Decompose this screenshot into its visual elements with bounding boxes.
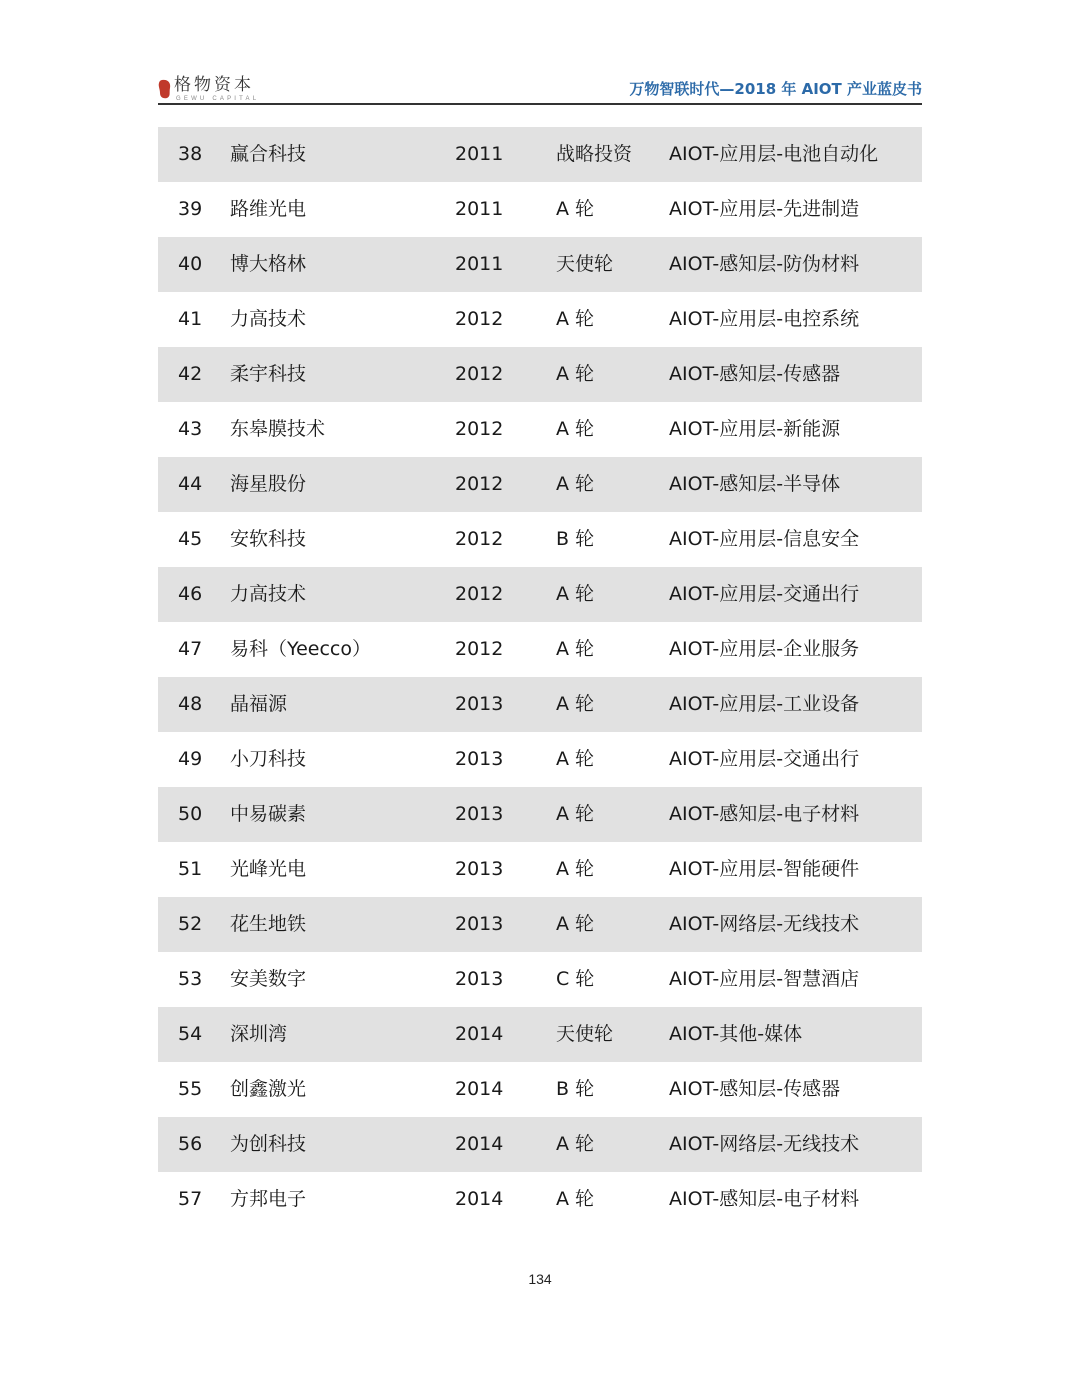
company-name: 力高技术 <box>230 308 307 330</box>
sector-category: AIOT-感知层-传感器 <box>669 363 841 385</box>
table-row <box>158 1117 922 1172</box>
founded-year: 2014 <box>455 1078 504 1100</box>
table-row <box>158 1172 922 1227</box>
company-name: 方邦电子 <box>230 1188 307 1210</box>
sector-category: AIOT-应用层-先进制造 <box>669 198 860 220</box>
funding-round: A 轮 <box>556 803 595 825</box>
company-name: 易科（Yeecco） <box>230 638 371 660</box>
investment-table <box>158 127 922 1227</box>
row-number: 48 <box>178 693 203 715</box>
funding-round: A 轮 <box>556 308 595 330</box>
founded-year: 2013 <box>455 858 504 880</box>
table-row <box>158 127 922 182</box>
company-name: 博大格林 <box>230 253 307 275</box>
funding-round: A 轮 <box>556 418 595 440</box>
sector-category: AIOT-其他-媒体 <box>669 1023 803 1045</box>
page-number: 134 <box>528 1271 552 1287</box>
company-name: 东皋膜技术 <box>230 418 326 440</box>
row-number: 47 <box>178 638 203 660</box>
table-row <box>158 842 922 897</box>
row-number: 41 <box>178 308 203 330</box>
row-number: 46 <box>178 583 203 605</box>
founded-year: 2013 <box>455 748 504 770</box>
table-row <box>158 567 922 622</box>
row-number: 40 <box>178 253 203 275</box>
logo-name: 格物资本 <box>174 75 254 95</box>
row-number: 52 <box>178 913 203 935</box>
logo-subtext: GEWU CAPITAL <box>176 96 260 102</box>
funding-round: B 轮 <box>556 528 595 550</box>
row-number: 43 <box>178 418 203 440</box>
funding-round: A 轮 <box>556 693 595 715</box>
company-name: 花生地铁 <box>230 913 307 935</box>
table-row <box>158 1007 922 1062</box>
row-number: 38 <box>178 143 203 165</box>
company-name: 晶福源 <box>230 693 288 715</box>
funding-round: A 轮 <box>556 473 595 495</box>
table-row <box>158 402 922 457</box>
company-name: 小刀科技 <box>230 748 307 770</box>
sector-category: AIOT-应用层-工业设备 <box>669 693 860 715</box>
funding-round: A 轮 <box>556 583 595 605</box>
founded-year: 2013 <box>455 913 504 935</box>
funding-round: A 轮 <box>556 913 595 935</box>
row-number: 51 <box>178 858 203 880</box>
founded-year: 2013 <box>455 693 504 715</box>
sector-category: AIOT-应用层-交通出行 <box>669 748 860 770</box>
table-row <box>158 732 922 787</box>
seal-icon <box>158 79 172 99</box>
sector-category: AIOT-感知层-电子材料 <box>669 1188 860 1210</box>
sector-category: AIOT-感知层-电子材料 <box>669 803 860 825</box>
row-number: 45 <box>178 528 203 550</box>
table-row <box>158 622 922 677</box>
sector-category: AIOT-感知层-防伪材料 <box>669 253 860 275</box>
table-row <box>158 512 922 567</box>
row-number: 50 <box>178 803 203 825</box>
funding-round: B 轮 <box>556 1078 595 1100</box>
company-name: 光峰光电 <box>230 858 307 880</box>
row-number: 57 <box>178 1188 203 1210</box>
funding-round: 战略投资 <box>556 143 633 165</box>
row-number: 55 <box>178 1078 203 1100</box>
sector-category: AIOT-应用层-企业服务 <box>669 638 860 660</box>
funding-round: A 轮 <box>556 748 595 770</box>
funding-round: A 轮 <box>556 858 595 880</box>
table-row <box>158 897 922 952</box>
founded-year: 2013 <box>455 968 504 990</box>
company-name: 柔宇科技 <box>230 363 307 385</box>
company-name: 海星股份 <box>230 473 307 495</box>
founded-year: 2013 <box>455 803 504 825</box>
company-name: 为创科技 <box>230 1133 307 1155</box>
founded-year: 2012 <box>455 528 504 550</box>
row-number: 39 <box>178 198 203 220</box>
page-header <box>158 74 922 104</box>
company-name: 赢合科技 <box>230 143 307 165</box>
funding-round: A 轮 <box>556 198 595 220</box>
table-row <box>158 182 922 237</box>
sector-category: AIOT-感知层-半导体 <box>669 473 841 495</box>
funding-round: 天使轮 <box>556 253 614 275</box>
funding-round: C 轮 <box>556 968 595 990</box>
sector-category: AIOT-网络层-无线技术 <box>669 1133 860 1155</box>
row-number: 44 <box>178 473 203 495</box>
table-row <box>158 237 922 292</box>
company-name: 安软科技 <box>230 528 307 550</box>
table-row <box>158 677 922 732</box>
table-row <box>158 457 922 512</box>
company-name: 路维光电 <box>230 198 307 220</box>
founded-year: 2012 <box>455 363 504 385</box>
sector-category: AIOT-应用层-信息安全 <box>669 528 860 550</box>
sector-category: AIOT-应用层-智慧酒店 <box>669 968 860 990</box>
funding-round: 天使轮 <box>556 1023 614 1045</box>
row-number: 54 <box>178 1023 203 1045</box>
founded-year: 2011 <box>455 198 504 220</box>
founded-year: 2012 <box>455 473 504 495</box>
table-row <box>158 1062 922 1117</box>
row-number: 42 <box>178 363 203 385</box>
funding-round: A 轮 <box>556 1133 595 1155</box>
table-row <box>158 952 922 1007</box>
company-name: 中易碳素 <box>230 803 307 825</box>
sector-category: AIOT-应用层-智能硬件 <box>669 858 860 880</box>
founded-year: 2011 <box>455 143 504 165</box>
company-name: 力高技术 <box>230 583 307 605</box>
header-divider <box>158 103 922 105</box>
row-number: 53 <box>178 968 203 990</box>
sector-category: AIOT-应用层-交通出行 <box>669 583 860 605</box>
sector-category: AIOT-应用层-电池自动化 <box>669 143 879 165</box>
founded-year: 2014 <box>455 1188 504 1210</box>
row-number: 56 <box>178 1133 203 1155</box>
table-row <box>158 292 922 347</box>
founded-year: 2014 <box>455 1023 504 1045</box>
row-number: 49 <box>178 748 203 770</box>
sector-category: AIOT-应用层-电控系统 <box>669 308 860 330</box>
table-row <box>158 787 922 842</box>
sector-category: AIOT-感知层-传感器 <box>669 1078 841 1100</box>
company-name: 安美数字 <box>230 968 307 990</box>
founded-year: 2012 <box>455 418 504 440</box>
table-row <box>158 347 922 402</box>
founded-year: 2011 <box>455 253 504 275</box>
company-name: 深圳湾 <box>230 1023 288 1045</box>
funding-round: A 轮 <box>556 363 595 385</box>
funding-round: A 轮 <box>556 638 595 660</box>
sector-category: AIOT-网络层-无线技术 <box>669 913 860 935</box>
founded-year: 2014 <box>455 1133 504 1155</box>
funding-round: A 轮 <box>556 1188 595 1210</box>
founded-year: 2012 <box>455 638 504 660</box>
logo <box>158 76 259 104</box>
founded-year: 2012 <box>455 583 504 605</box>
company-name: 创鑫激光 <box>230 1078 307 1100</box>
document-title: 万物智联时代—2018 年 AIOT 产业蓝皮书 <box>629 80 922 98</box>
sector-category: AIOT-应用层-新能源 <box>669 418 841 440</box>
founded-year: 2012 <box>455 308 504 330</box>
